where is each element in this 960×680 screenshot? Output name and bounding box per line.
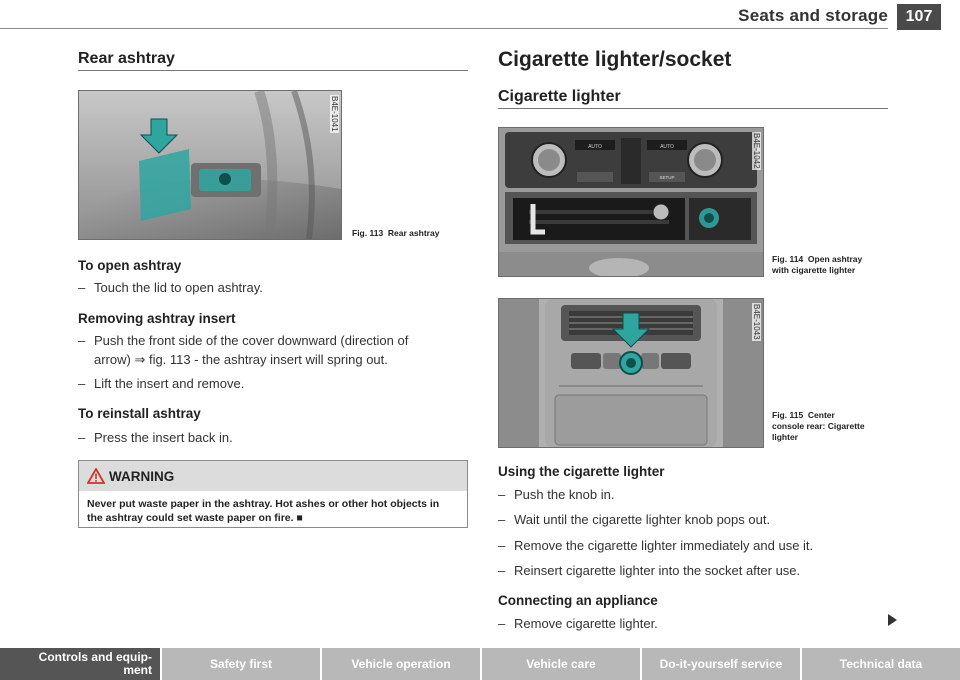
footer-nav	[0, 648, 960, 680]
tab-do-it-yourself-service[interactable]: Do-it-yourself service	[642, 648, 800, 680]
warning-title: WARNING	[109, 469, 175, 484]
rear-ashtray-illustration	[79, 91, 341, 239]
page-number: 107	[897, 4, 941, 30]
console-rear-illustration	[499, 299, 763, 447]
caption-text: Open ashtray	[807, 254, 863, 264]
dashboard-ashtray-illustration	[499, 128, 763, 276]
caption-text: Center	[807, 410, 835, 420]
list-item: – Push the knob in.	[498, 487, 615, 502]
auto-label: AUTO	[588, 144, 602, 150]
cigarette-lighter-socket-heading: Cigarette lighter/socket	[498, 48, 732, 71]
list-item: – Remove cigarette lighter.	[498, 616, 658, 631]
tab-vehicle-care[interactable]: Vehicle care	[482, 648, 640, 680]
figure-caption-115	[772, 410, 865, 443]
caption-text: Rear ashtray	[387, 228, 440, 238]
heading-rule	[498, 108, 888, 109]
figure-rear-ashtray	[78, 90, 342, 240]
warning-triangle-icon	[87, 468, 105, 484]
list-item: – Reinsert cigarette lighter into the socket after use.	[498, 563, 801, 578]
tab-technical-data[interactable]: Technical data	[802, 648, 960, 680]
reinstall-heading: To reinstall ashtray	[78, 406, 201, 421]
figure-code: B4E-1043	[752, 304, 761, 340]
list-item: – Touch the lid to open ashtray.	[78, 280, 263, 295]
figure-center-console-rear	[498, 298, 764, 448]
caption-text: lighter	[772, 432, 798, 442]
list-item: – Remove the cigarette lighter immediately and use it.	[498, 538, 814, 553]
heading-rule	[78, 70, 468, 71]
tab-label: Controls and equip-	[38, 650, 152, 664]
open-ashtray-heading: To open ashtray	[78, 258, 182, 273]
list-item: – Push the front side of the cover downward (direction of	[78, 333, 409, 348]
tab-vehicle-operation[interactable]: Vehicle operation	[322, 648, 480, 680]
caption-label: Fig. 115	[772, 410, 804, 420]
warning-box	[78, 460, 468, 528]
caption-label: Fig. 113	[352, 228, 384, 238]
tab-safety-first[interactable]: Safety first	[162, 648, 320, 680]
rear-ashtray-heading: Rear ashtray	[78, 50, 175, 67]
tab-controls-and-equipment[interactable]	[0, 648, 160, 680]
remove-insert-heading: Removing ashtray insert	[78, 311, 236, 326]
using-lighter-heading: Using the cigarette lighter	[498, 464, 665, 479]
list-item-continuation: arrow) ⇒ fig. 113 - the ashtray insert will spring out.	[94, 352, 388, 367]
connecting-appliance-heading: Connecting an appliance	[498, 593, 658, 608]
list-item: – Lift the insert and remove.	[78, 376, 245, 391]
cigarette-lighter-heading: Cigarette lighter	[498, 88, 621, 105]
figure-caption-113	[352, 228, 439, 239]
header-rule	[0, 28, 888, 29]
warning-text: Never put waste paper in the ashtray. Hot ashes or other hot objects in the ashtray could set waste paper on fire. ■	[87, 498, 440, 524]
figure-code: B4E-1041	[330, 96, 339, 132]
figure-code: B4E-1042	[752, 133, 761, 169]
figure-open-ashtray	[498, 127, 764, 277]
list-item: – Wait until the cigarette lighter knob pops out.	[498, 512, 771, 527]
section-title: Seats and storage	[738, 6, 888, 25]
caption-text: console rear: Cigarette	[772, 421, 865, 431]
caption-label: Fig. 114	[772, 254, 804, 264]
caption-text: with cigarette lighter	[772, 265, 856, 275]
setup-label: SETUP	[659, 175, 675, 180]
continue-arrow-icon	[888, 614, 897, 626]
tab-label: ment	[123, 663, 152, 677]
figure-caption-114	[772, 254, 862, 276]
list-item: – Press the insert back in.	[78, 430, 233, 445]
auto-label: AUTO	[660, 144, 674, 150]
